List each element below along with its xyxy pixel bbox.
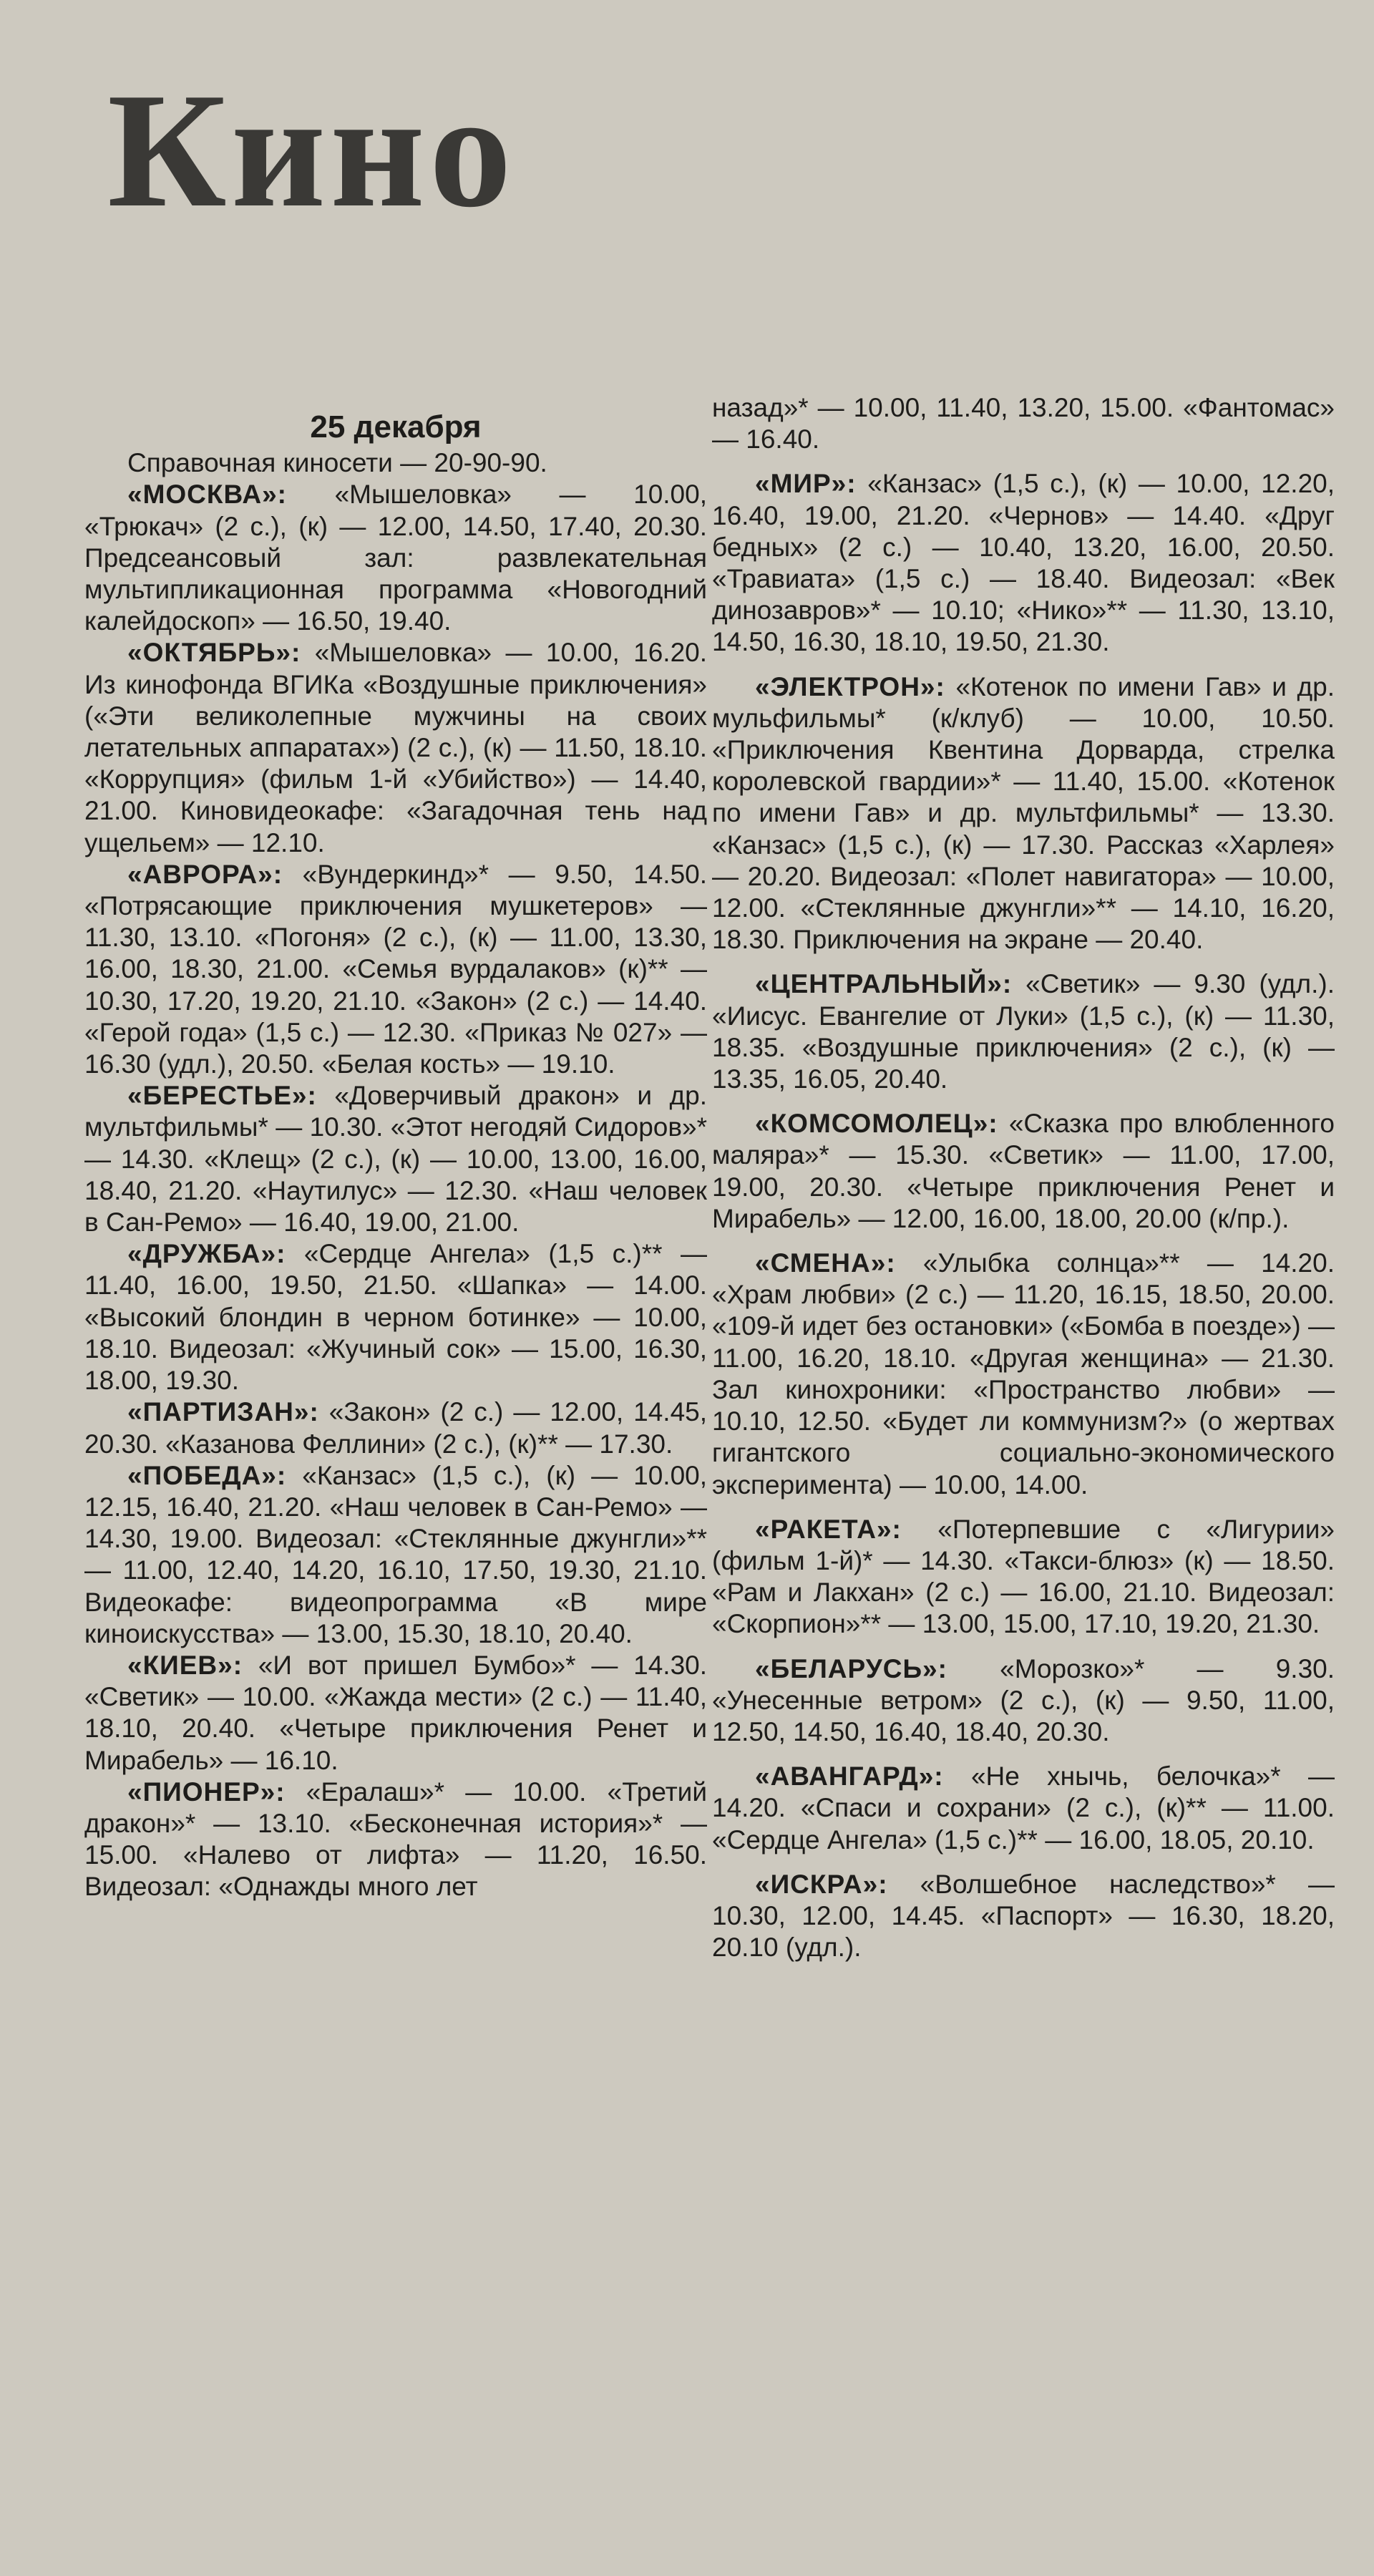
showtimes-text: «Канзас» (1,5 с.), (к) — 10.00, 12.15, 16.40, 21.20. «Наш человек в Сан-Ремо» — 14.30, 19.00. Видеозал: «Стеклянные джунгли»** — 11.00, 12.40, 14.20, 16.10, 17.50, 19.30, 21.10. Видеокафе: видеопрограмма «В мире киноискусства» — 13.00, 15.30, 18.10, 20.40.	[84, 1460, 708, 1648]
cinema-listing	[84, 1080, 707, 1238]
cinema-listing	[84, 1396, 707, 1459]
cinema-listing	[712, 968, 1335, 1095]
showtimes-text: «Сказка про влюбленного маляра»* — 15.30. «Светик» — 11.00, 17.00, 19.00, 20.30. «Четыре приключения Ренет и Мирабель» — 12.00, 16.00, 18.00, 20.00 (к/пр.).	[712, 1109, 1335, 1233]
cinema-name: «КОМСОМОЛЕЦ»:	[755, 1109, 998, 1139]
continued-listing: назад»* — 10.00, 11.40, 13.20, 15.00. «Фантомас» — 16.40.	[712, 393, 1335, 455]
cinema-listing	[84, 637, 707, 858]
cinema-listing	[712, 671, 1335, 956]
cinema-name: «СМЕНА»:	[755, 1248, 896, 1278]
cinema-listing	[712, 1248, 1335, 1501]
cinema-name: «МОСКВА»:	[127, 480, 287, 510]
showtimes-text: «Ералаш»* — 10.00. «Третий дракон»* — 13.10. «Бесконечная история»* — 15.00. «Налево от лифта» — 11.20, 16.50. Видеозал: «Однажды много лет	[84, 1777, 707, 1902]
showtimes-text: «Мышеловка» — 10.00, «Трюкач» (2 с.), (к) — 12.00, 14.50, 17.40, 20.30. Предсеансовый зал: развлекательная мультипликационная программа «Новогодний калейдоскоп» — 16.50, 19.40.	[84, 480, 707, 636]
showtimes-text: «Светик» — 9.30 (удл.). «Иисус. Евангелие от Луки» (1,5 с.), (к) — 11.30, 18.35. «Воздушные приключения» (2 с.), (к) — 13.35, 16.05, 20.40.	[712, 969, 1335, 1094]
cinema-name: «БЕЛАРУСЬ»:	[755, 1653, 947, 1683]
cinema-listing	[712, 468, 1335, 658]
cinema-listing	[84, 447, 707, 479]
showtimes-text: «Вундеркинд»* — 9.50, 14.50. «Потрясающие приключения мушкетеров» — 11.30, 13.10. «Погоня» (2 с.), (к) — 11.00, 13.30, 16.00, 18.30, 21.00. «Семья вурдалаков» (к)** — 10.30, 17.20, 19.20, 21.10. «Закон» (2 с.) — 14.40. «Герой года» (1,5 с.) — 12.30. «Приказ № 027» — 16.30 (удл.), 20.50. «Белая кость» — 19.10.	[84, 859, 708, 1079]
cinema-listing	[712, 1761, 1335, 1856]
cinema-listing	[84, 479, 707, 637]
cinema-name: «АВРОРА»:	[127, 859, 283, 889]
cinema-listing	[712, 1108, 1335, 1235]
right-column	[712, 392, 1335, 1963]
cinema-name: «КИЕВ»:	[127, 1650, 243, 1680]
cinema-listing	[84, 1650, 707, 1777]
cinema-name: «ДРУЖБА»:	[127, 1239, 286, 1269]
showtimes-text: «Канзас» (1,5 с.), (к) — 10.00, 12.20, 16.40, 19.00, 21.20. «Чернов» — 14.40. «Друг бедных» (2 с.) — 10.40, 13.20, 16.00, 20.50. «Травиата» (1,5 с.) — 18.40. Видеозал: «Век динозавров»* — 10.10; «Нико»** — 11.30, 13.10, 14.50, 16.30, 18.10, 19.50, 21.30.	[712, 469, 1335, 657]
right-entries	[712, 468, 1335, 1963]
cinema-name: «МИР»:	[755, 469, 857, 499]
cinema-name: «РАКЕТА»:	[755, 1514, 902, 1544]
cinema-listing	[712, 1869, 1335, 1964]
left-column	[84, 409, 708, 1903]
showtimes-text: «Морозко»* — 9.30. «Унесенные ветром» (2 с.), (к) — 9.50, 11.00, 12.50, 14.50, 16.40, 18.40, 20.30.	[712, 1653, 1335, 1746]
section-heading: Кино	[107, 59, 516, 241]
cinema-listing	[712, 1653, 1335, 1749]
cinema-name: «ПАРТИЗАН»:	[127, 1397, 319, 1427]
showtimes-text: «Волшебное наследство»* — 10.30, 12.00, 14.45. «Паспорт» — 16.30, 18.20, 20.10 (удл.).	[712, 1869, 1335, 1963]
cinema-listing	[84, 1777, 707, 1903]
showtimes-text: «Мышеловка» — 10.00, 16.20. Из кинофонда ВГИКа «Воздушные приключения» («Эти великолепные мужчины на своих летательных аппаратах») (2 с.), (к) — 11.50, 18.10. «Коррупция» (фильм 1-й «Убийство») — 14.40, 21.00. Киновидеокафе: «Загадочная тень над ущельем» — 12.10.	[84, 638, 707, 857]
cinema-listing	[84, 1238, 707, 1396]
left-entries	[84, 447, 707, 1902]
cinema-name: «БЕРЕСТЬЕ»:	[127, 1081, 317, 1111]
showtimes-text: «Закон» (2 с.) — 12.00, 14.45, 20.30. «Казанова Феллини» (2 с.), (к)** — 17.30.	[84, 1397, 707, 1459]
cinema-listing	[84, 1460, 707, 1650]
cinema-name: «ПИОНЕР»:	[127, 1777, 286, 1807]
showtimes-text: «Не хнычь, белочка»* — 14.20. «Спаси и сохрани» (2 с.), (к)** — 11.00. «Сердце Ангела» (1,5 с.)** — 16.00, 18.05, 20.10.	[712, 1761, 1335, 1855]
showtimes-text: «Котенок по имени Гав» и др. мульфильмы* (к/клуб) — 10.00, 10.50. «Приключения Квентина Дорварда, стрелка королевской гвардии»* — 11.40, 15.00. «Котенок по имени Гав» и др. мультфильмы* — 13.30. «Канзас» (1,5 с.), (к) — 17.30. Рассказ «Харлея» — 20.20. Видеозал: «Полет навигатора» — 10.00, 12.00. «Стеклянные джунгли»** — 14.10, 16.20, 18.30. Приключения на экране — 20.40.	[712, 671, 1335, 955]
cinema-name: «ПОБЕДА»:	[127, 1460, 287, 1490]
cinema-name: «ЦЕНТРАЛЬНЫЙ»:	[755, 969, 1013, 999]
cinema-name: «ИСКРА»:	[755, 1869, 888, 1899]
date-heading: 25 декабря	[310, 409, 482, 444]
cinema-name: «ОКТЯБРЬ»:	[127, 638, 301, 668]
cinema-name: «АВАНГАРД»:	[755, 1761, 944, 1792]
cinema-listing	[84, 859, 707, 1080]
showtimes-text: «Доверчивый дракон» и др. мультфильмы* — 10.30. «Этот негодяй Сидоров»* — 14.30. «Клещ» (2 с.), (к) — 10.00, 13.00, 16.00, 18.40, 21.20. «Наутилус» — 12.30. «Наш человек в Сан-Ремо» — 16.40, 19.00, 21.00.	[84, 1081, 708, 1238]
cinema-listing	[712, 1514, 1335, 1641]
showtimes-text: «Сердце Ангела» (1,5 с.)** — 11.40, 16.00, 19.50, 21.50. «Шапка» — 14.00. «Высокий блондин в черном ботинке» — 10.00, 18.10. Видеозал: «Жучиный сок» — 15.00, 16.30, 18.00, 19.30.	[84, 1239, 708, 1396]
showtimes-text: «Потерпевшие с «Лигурии» (фильм 1-й)* — 14.30. «Такси-блюз» (к) — 18.50. «Рам и Лакхан» (2 с.) — 16.00, 21.10. Видеозал: «Скорпион»** — 13.00, 15.00, 17.10, 19.20, 21.30.	[712, 1514, 1335, 1639]
showtimes-text: «И вот пришел Бумбо»* — 14.30. «Светик» — 10.00. «Жажда мести» (2 с.) — 11.40, 18.10, 20.40. «Четыре приключения Ренет и Мирабель» — 16.10.	[84, 1650, 708, 1775]
showtimes-text: Справочная киносети — 20-90-90.	[127, 448, 547, 478]
showtimes-text: «Улыбка солнца»** — 14.20. «Храм любви» (2 с.) — 11.20, 16.15, 18.50, 20.00. «109-й идет без остановки» («Бомба в поезде») — 11.00, 16.20, 18.10. «Другая женщина» — 21.30. Зал кинохроники: «Пространство любви» — 10.10, 12.50. «Будет ли коммунизм?» (о жертвах гигантского социально-экономического эксперимента) — 10.00, 14.00.	[712, 1248, 1335, 1500]
cinema-name: «ЭЛЕКТРОН»:	[755, 671, 945, 701]
